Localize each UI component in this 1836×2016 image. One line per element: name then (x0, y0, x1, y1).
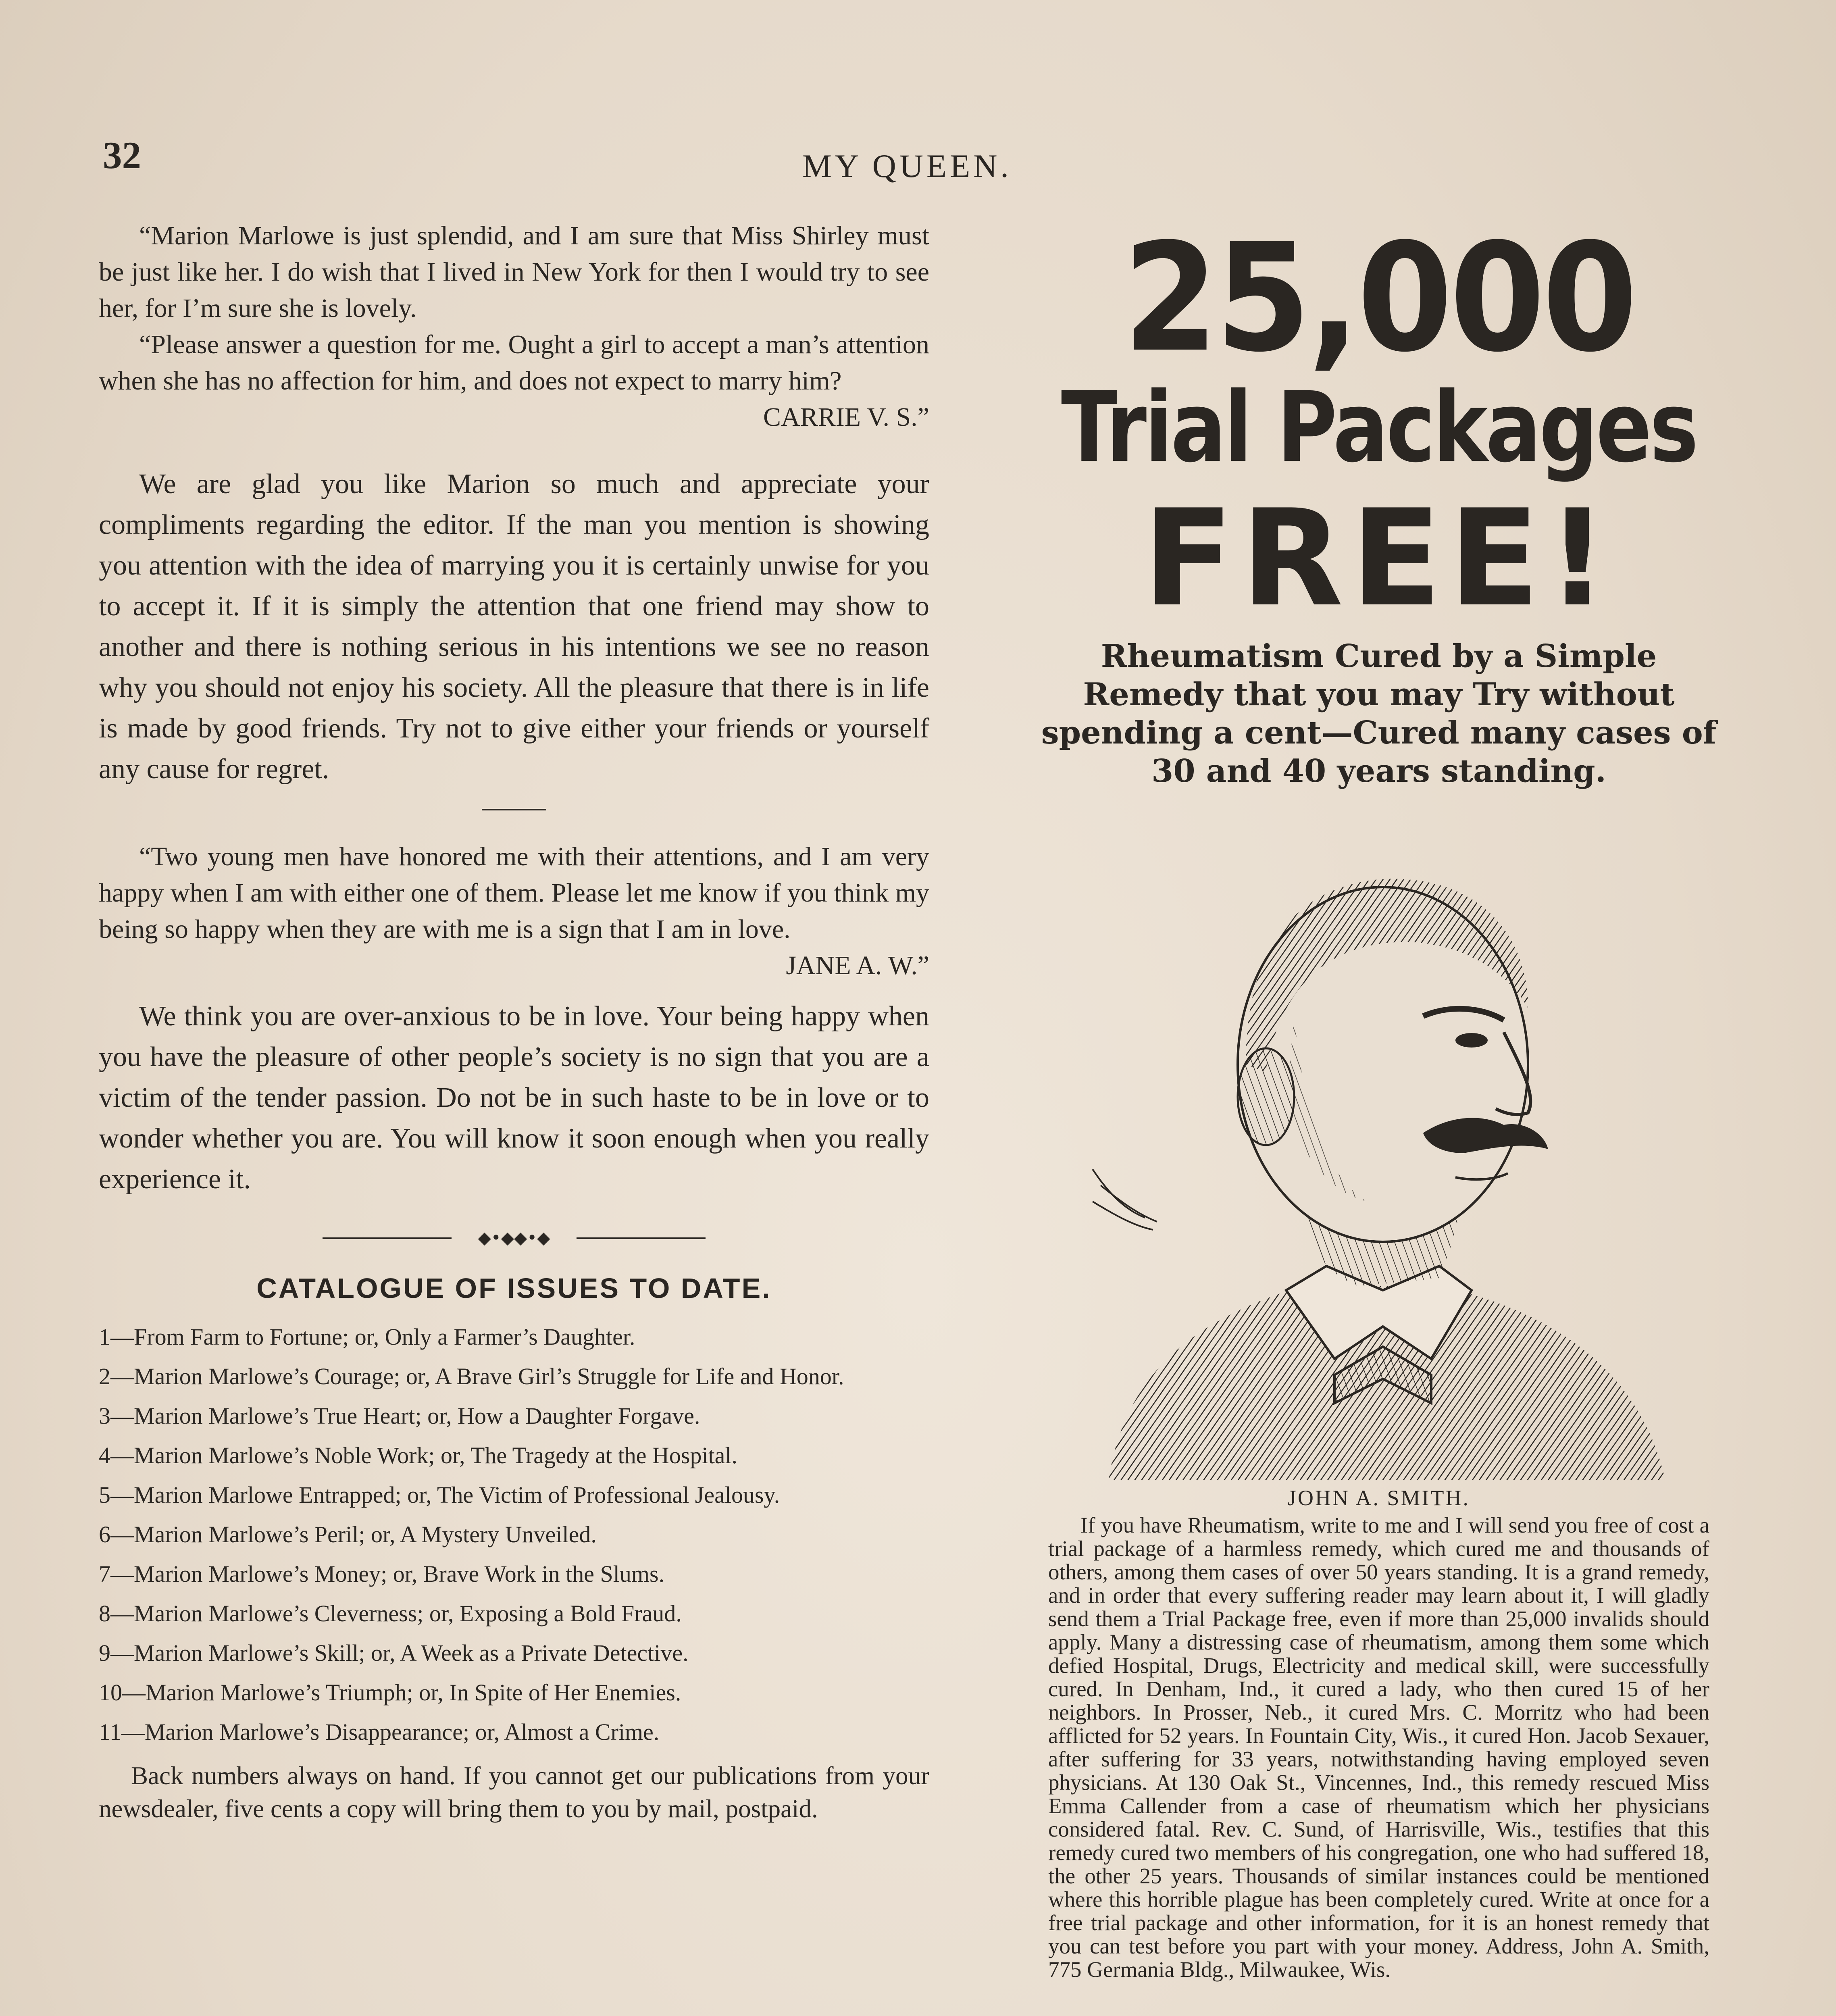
letter-1-text: “Please answer a question for me. Ought a girl to accept a man’s attention when she has no affection for him, and does not expect to marry him? (99, 330, 929, 396)
rheumatism-advertisement (1032, 212, 1726, 1982)
ornament-line-right (577, 1237, 706, 1239)
ad-subheadline: Rheumatism Cured by a Simple Remedy that you may Try without spending a cent—Cured many cases of 30 and 40 years standing. (1041, 638, 1717, 789)
left-column (99, 218, 929, 1851)
ad-headline-free: FREE! (1143, 481, 1615, 636)
catalogue-item: 5—Marion Marlowe Entrapped; or, The Victim of Professional Jealousy. (99, 1482, 780, 1508)
john-smith-portrait (1076, 814, 1681, 1480)
editor-reply-2: We think you are over-anxious to be in love. Your being happy when you have the pleasure of other people’s society is no sign that you are a victim of the tender passion. Do not be in such haste to be in love or to wonder whether you are. You will know it soon enough when you really experience it. (99, 1001, 929, 1195)
catalogue-item: 7—Marion Marlowe’s Money; or, Brave Work in the Slums. (99, 1561, 665, 1587)
eye (1455, 1033, 1488, 1048)
editor-reply-1: We are glad you like Marion so much and appreciate your compliments regarding the editor. If the man you mention is showing you attention with the idea of marrying you it is certainly unwise for you to accept it. If it is simply the attention that one friend may show to another and there is nothing serious in his intentions we see no reason why you should not enjoy his society. All the pleasure that there is in life is made by good friends. Try not to give either your friends or yourself any cause for regret. (99, 469, 929, 785)
page-number: 32 (103, 134, 141, 177)
catalogue-list (99, 1325, 929, 1745)
letter-2-paragraph (99, 839, 929, 984)
ad-headline-trial-packages: Trial Packages (1061, 371, 1697, 484)
spacer (99, 435, 929, 464)
catalogue-item: 1—From Farm to Fortune; or, Only a Farmer’s Daughter. (99, 1324, 635, 1350)
portrait-caption: JOHN A. SMITH. (1287, 1486, 1470, 1510)
back-numbers-note: Back numbers always on hand. If you cannot get our publications from your newsdealer, five cents a copy will bring them to you by mail, postpaid. (99, 1762, 929, 1823)
catalogue-item: 2—Marion Marlowe’s Courage; or, A Brave Girl’s Struggle for Life and Honor. (99, 1363, 844, 1389)
catalogue-item: 11—Marion Marlowe’s Disappearance; or, Almost a Crime. (99, 1719, 660, 1745)
ornamental-divider (323, 1228, 706, 1248)
ornament-glyph: ◆•◆◆•◆ (478, 1228, 550, 1248)
engraving-flourish (1093, 1169, 1157, 1230)
ornament-line-left (323, 1237, 452, 1239)
letter-1-paragraph-1: “Marion Marlowe is just splendid, and I am sure that Miss Shirley must be just like her. I do wish that I lived in New York for then I would try to see her, for I’m sure she is lovely. (99, 221, 929, 323)
catalogue-item: 10—Marion Marlowe’s Triumph; or, In Spite of Her Enemies. (99, 1679, 681, 1706)
letter-1-signature: CARRIE V. S.” (763, 402, 929, 432)
catalogue-item: 3—Marion Marlowe’s True Heart; or, How a Daughter Forgave. (99, 1403, 700, 1429)
catalogue-item: 6—Marion Marlowe’s Peril; or, A Mystery Unveiled. (99, 1521, 597, 1547)
catalogue-title: CATALOGUE OF ISSUES TO DATE. (256, 1272, 772, 1304)
letter-2-text: “Two young men have honored me with their attentions, and I am very happy when I am with either one of them. Please let me know if you think my being so happy when they are with me is a sign that I am in love. (99, 842, 929, 944)
ear (1238, 1048, 1294, 1145)
running-head: MY QUEEN. (802, 148, 1012, 184)
catalogue-item: 4—Marion Marlowe’s Noble Work; or, The Tragedy at the Hospital. (99, 1442, 738, 1468)
ad-headline-number: 25,000 (1123, 212, 1635, 385)
letter-1-paragraph-2 (99, 327, 929, 435)
rheumatism-ad-body: If you have Rheumatism, write to me and I will send you free of cost a trial package of a harmless remedy, which cured me and thousands of others, among them cases of over 50 years standing. It is a grand remedy, and in order that every suffering reader may learn about it, I will gladly send them a Trial Package free, even if more than 25,000 invalids should apply. Many a distressing case of rheumatism, among them some which defied Hospital, Drugs, Electricity and medical skill, were successfully cured. In Denham, Ind., it cured a lady, who then cured 15 of her neighbors. In Prosser, Neb., it cured Mrs. C. Morritz who had been afflicted for 52 years. In Fountain City, Wis., it cured Hon. Jacob Sexauer, after suffering for 33 years, notwithstanding having employed seven physicians. At 130 Oak St., Vincennes, Ind., this remedy rescued Miss Emma Callender from a case of rheumatism which her physicians considered fatal. Rev. C. Sund, of Harrisville, Wis., testifies that this remedy cured two members of his congregation, one who had suffered 18, the other 25 years. Thousands of similar instances could be mentioned where this horrible plague has been completely cured. Write at once for a free trial package and other information, for it is an honest remedy that you can test before you part with your money. Address, John A. Smith, 775 Germania Bldg., Milwaukee, Wis. (1048, 1513, 1709, 1982)
section-divider (482, 809, 546, 810)
catalogue-item: 9—Marion Marlowe’s Skill; or, A Week as a Private Detective. (99, 1640, 689, 1666)
letter-2-signature: JANE A. W.” (786, 951, 929, 980)
catalogue-item: 8—Marion Marlowe’s Cleverness; or, Exposing a Bold Fraud. (99, 1600, 682, 1627)
